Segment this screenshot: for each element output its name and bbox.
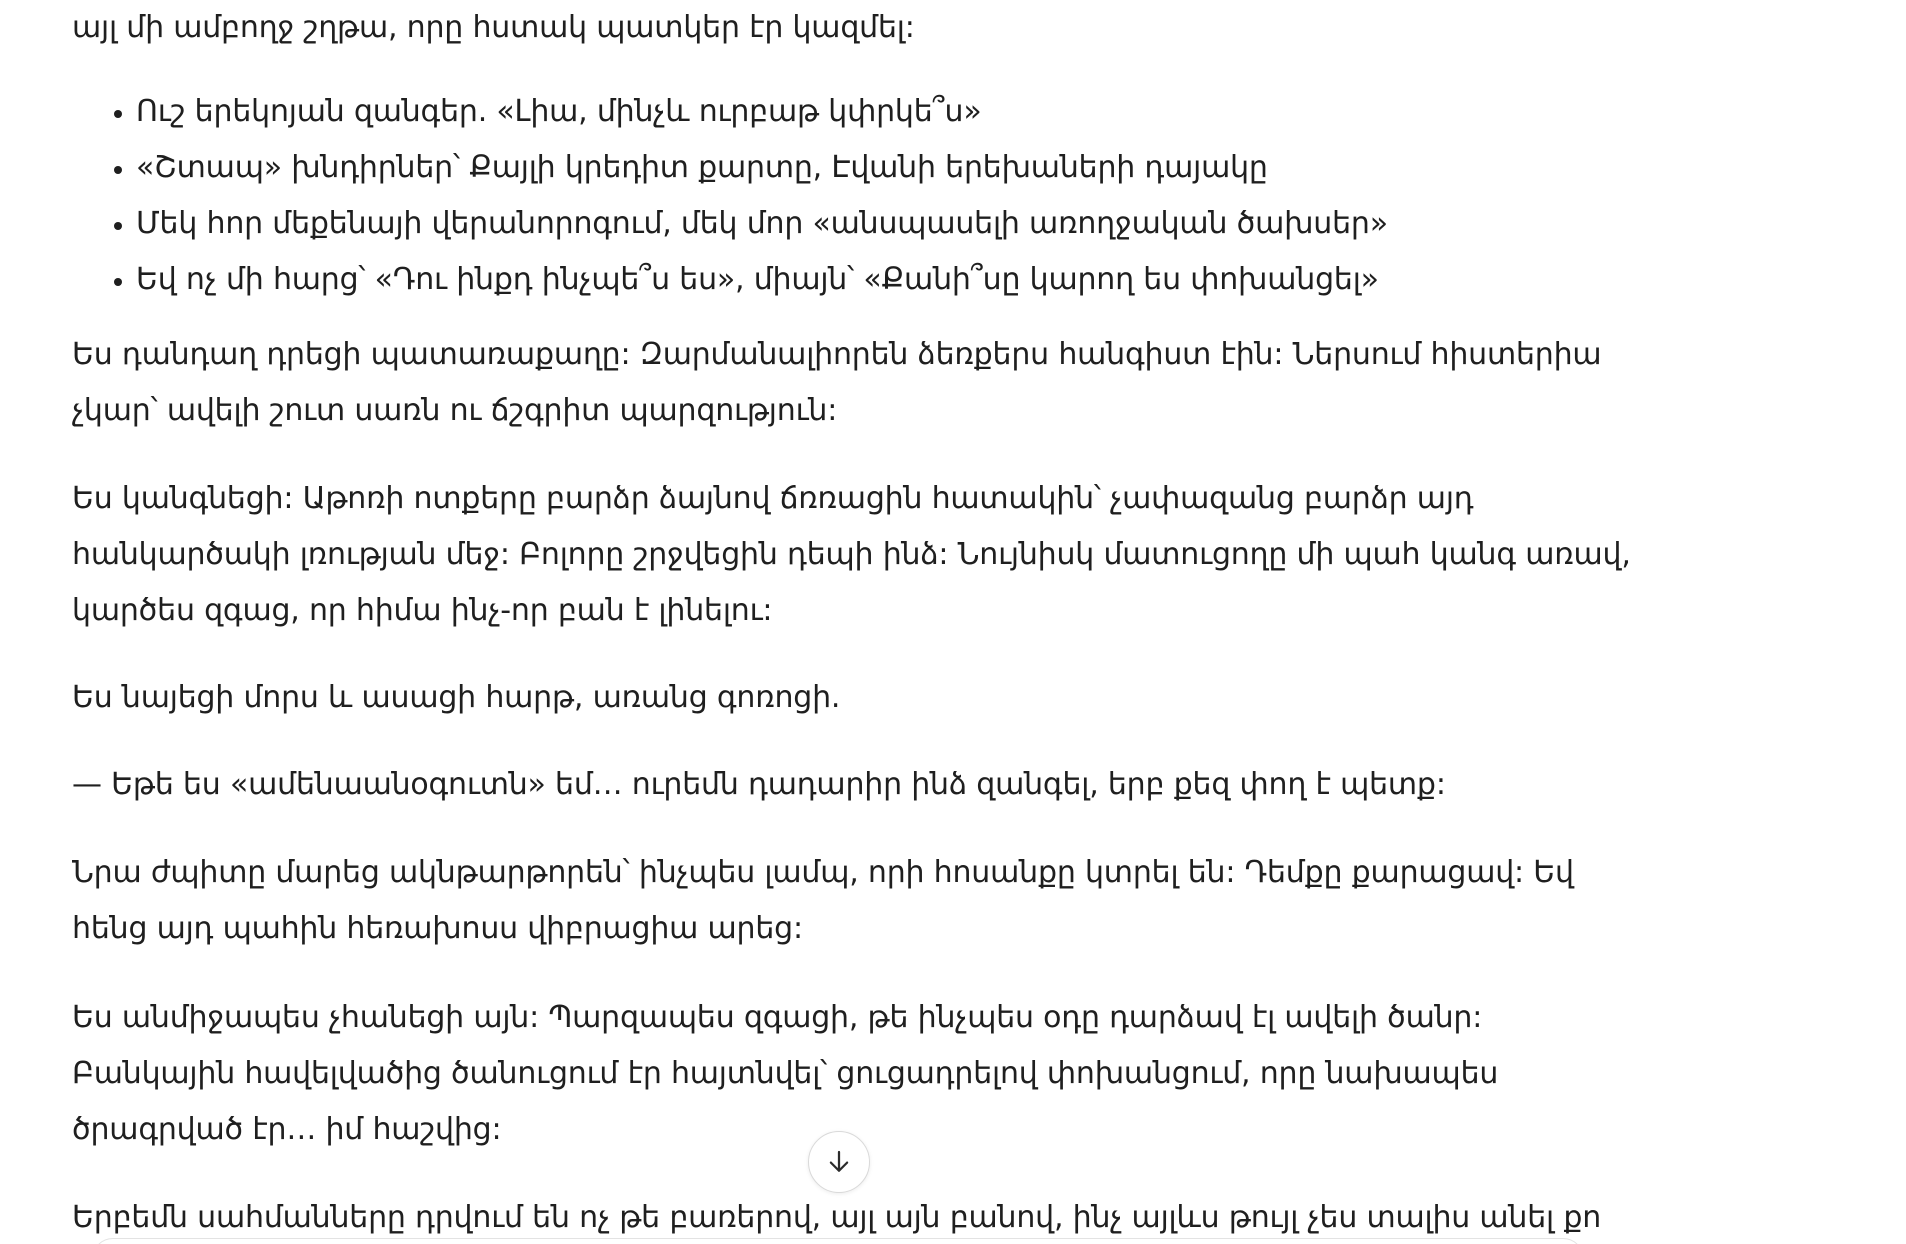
- paragraph: Ես կանգնեցի: Աթոռի ոտքերը բարձր ձայնով ճռռացին հատակին՝ չափազանց բարձր այդ հանկարծակի լռության մեջ: Բոլորը շրջվեցին դեպի ինձ: Նույնիսկ մատուցողը մի պահ կանգ առավ, կարծես զգաց, որ հիմա ինչ-որ բան է լինելու:: [72, 481, 1631, 628]
- paragraph: Երբեմն սահմանները դրվում են ոչ թե բառերով, այլ այն բանով, ինչ այլևս թույլ չես տալիս անել քո: [72, 1200, 1602, 1235]
- message-input-bar[interactable]: [92, 1238, 1584, 1244]
- bullet-list: [72, 84, 1388, 308]
- list-item: • «Շտապ» խնդիրներ՝ Քայլի կրեդիտ քարտը, Էվանի երեխաների դայակը: [136, 140, 1388, 196]
- paragraph: Ես դանդաղ դրեցի պատառաքաղը: Զարմանալիորեն ձեռքերս հանգիստ էին: Ներսում հիստերիա չկար՝ ավելի շուտ սառն ու ճշգրիտ պարզություն:: [72, 337, 1602, 428]
- paragraph: — Եթե ես «ամենաանօգուտն» եմ… ուրեմն դադարիր ինձ զանգել, երբ քեզ փող է պետք:: [72, 767, 1446, 802]
- paragraph: Նրա ժպիտը մարեց ակնթարթորեն՝ ինչպես լամպ, որի հոսանքը կտրել են: Դեմքը քարացավ: Եվ հենց այդ պահին հեռախոսս վիբրացիա արեց:: [72, 855, 1574, 946]
- list-item: • Ուշ երեկոյան զանգեր. «Լիա, մինչև ուրբաթ կփրկե՞ս»: [136, 84, 1388, 140]
- paragraph: Ես նայեցի մորս և ասացի հարթ, առանց գոռոցի.: [72, 680, 841, 715]
- paragraph-intro: այլ մի ամբողջ շղթա, որը հստակ պատկեր էր կազմել:: [72, 10, 915, 45]
- list-item: • Եվ ոչ մի հարց՝ «Դու ինքդ ինչպե՞ս ես», միայն՝ «Քանի՞սը կարող ես փոխանցել»: [136, 252, 1388, 308]
- scroll-to-bottom-button[interactable]: [808, 1131, 870, 1193]
- paragraph: Ես անմիջապես չհանեցի այն: Պարզապես զգացի, թե ինչպես օդը դարձավ էլ ավելի ծանր: Բանկային հավելվածից ծանուցում էր հայտնվել՝ ցուցադրելով փոխանցում, որը նախապես ծրագրված էր… իմ հաշվից:: [72, 1000, 1499, 1147]
- arrow-down-icon: [824, 1147, 854, 1177]
- list-item: • Մեկ հոր մեքենայի վերանորոգում, մեկ մոր «անսպասելի առողջական ծախսեր»: [136, 196, 1388, 252]
